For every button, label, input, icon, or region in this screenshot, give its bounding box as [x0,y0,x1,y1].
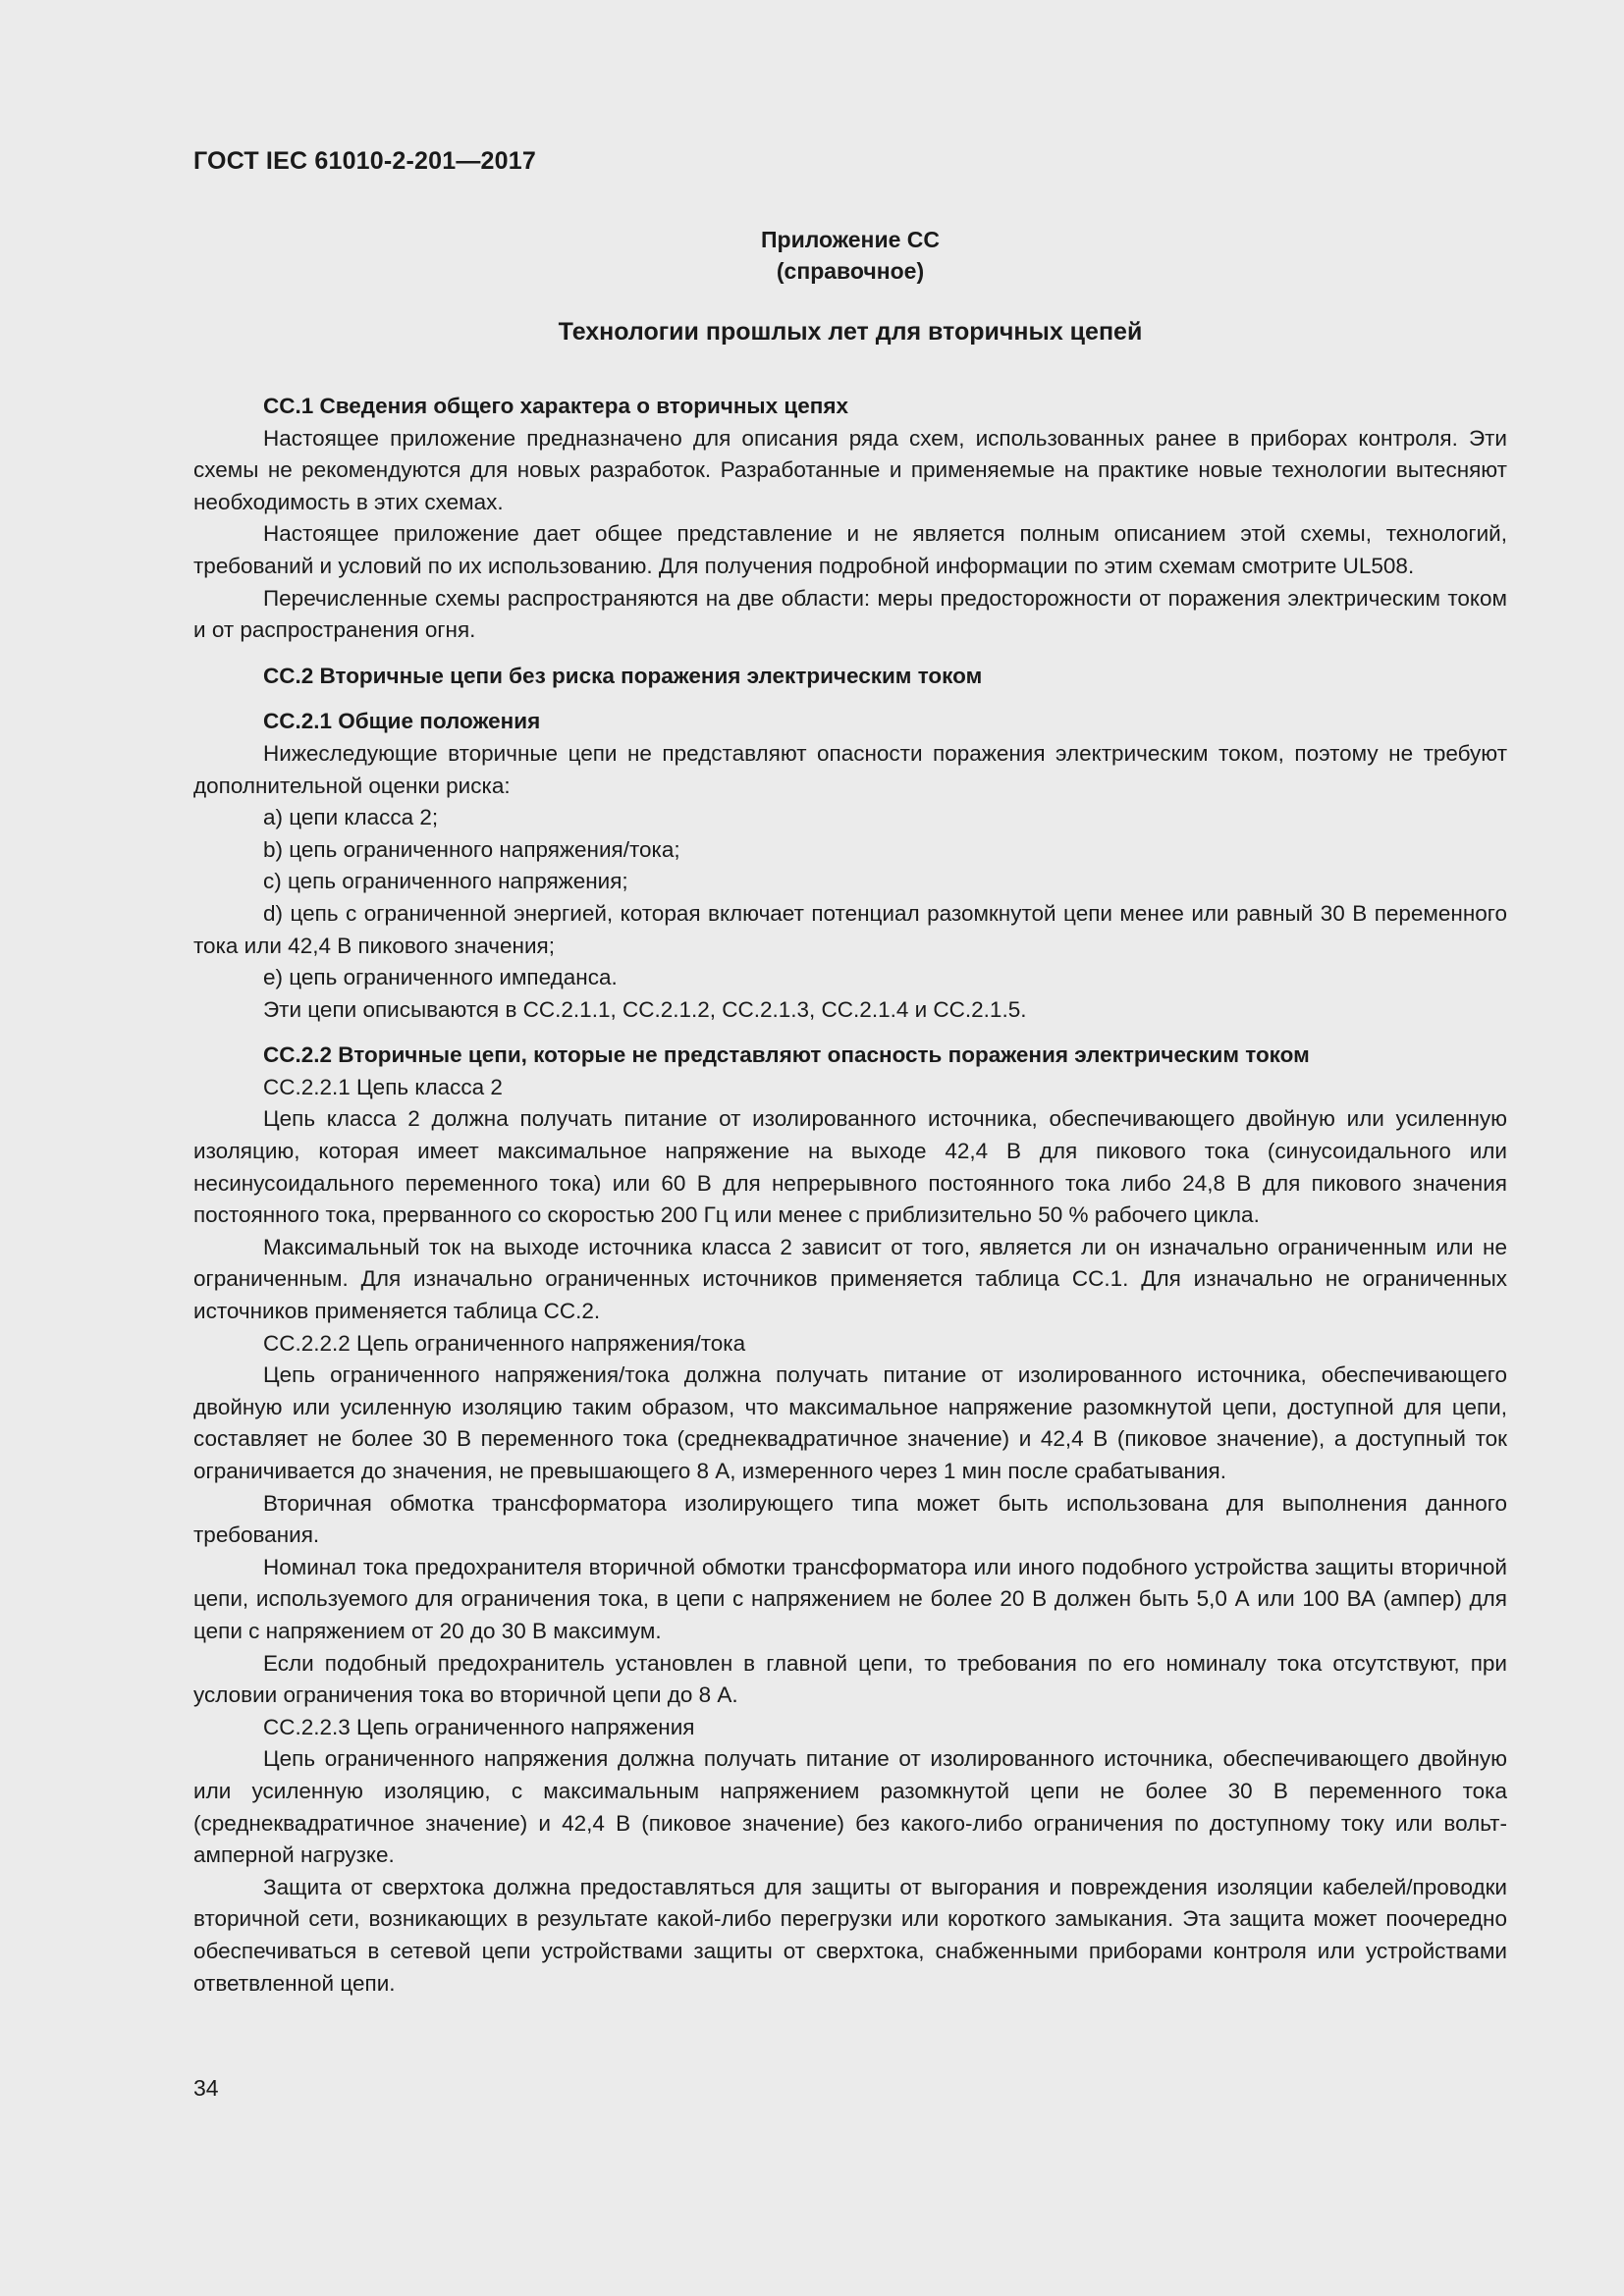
subsection-heading: CC.2.2.1 Цепь класса 2 [263,1074,503,1099]
paragraph: Эти цепи описываются в CC.2.1.1, CC.2.1.2, CC.2.1.3, CC.2.1.4 и CC.2.1.5. [263,996,1027,1022]
paragraph: c) цепь ограниченного напряжения; [263,869,628,894]
annex-title: Приложение CC [760,227,940,252]
paragraph: Максимальный ток на выходе источника класса 2 зависит от того, является ли он изначально ограниченным или не ограниченным. Для изначально ограниченных источников применяется таблица CC.1. Для изначально не ограниченных источников применяется таблица CC.2. [193,1234,1507,1324]
paragraph: a) цепи класса 2; [263,805,439,830]
paragraph: Цепь ограниченного напряжения/тока должна получать питание от изолированного источника, обеспечивающего двойную или усиленную изоляцию таким образом, что максимальное напряжение разомкнутой цепи, доступной для цепи, составляет не более 30 В переменного тока (среднеквадратичное значение) и 42,4 В (пиковое значение), а доступный ток ограничивается до значения, не превышающего 8 А, измеренного через 1 мин после срабатывания. [193,1362,1507,1483]
paragraph: Защита от сверхтока должна предоставляться для защиты от выгорания и повреждения изоляции кабелей/проводки вторичной сети, возникающих в результате какой-либо перегрузки или короткого замыкания. Эта защита может поочередно обеспечиваться в сетевой цепи устройствами защиты от сверхтока, снабженными приборами контроля или устройствами ответвленной цепи. [193,1874,1507,1996]
document-code: ГОСТ IEC 61010-2-201—2017 [193,147,536,175]
annex-subtitle: (справочное) [776,258,925,284]
paragraph: Нижеследующие вторичные цепи не представляют опасности поражения электрическим током, поэтому не требуют дополнительной оценки риска: [193,740,1507,798]
subsection-heading: CC.2.2.3 Цепь ограниченного напряжения [263,1714,695,1739]
section-heading: CC.1 Сведения общего характера о вторичных цепях [263,394,848,418]
page-number: 34 [193,2075,219,2101]
section-heading: CC.2 Вторичные цепи без риска поражения электрическим током [263,663,983,688]
paragraph: Перечисленные схемы распространяются на две области: меры предосторожности от поражения электрическим током и от распространения огня. [193,585,1507,643]
annex-name: Технологии прошлых лет для вторичных цепей [558,318,1143,346]
paragraph: d) цепь с ограниченной энергией, которая включает потенциал разомкнутой цепи менее или равный 30 В переменного тока или 42,4 В пикового значения; [193,900,1507,958]
paragraph: Вторичная обмотка трансформатора изолирующего типа может быть использована для выполнения данного требования. [193,1490,1507,1548]
paragraph: Настоящее приложение дает общее представление и не является полным описанием этой схемы, технологий, требований и условий по их использованию. Для получения подробной информации по этим схемам смотрите UL508. [193,521,1507,578]
section-heading: CC.2.1 Общие положения [263,709,541,734]
section-heading: CC.2.2 Вторичные цепи, которые не представляют опасность поражения электрическим током [263,1042,1310,1068]
paragraph: e) цепь ограниченного импеданса. [263,965,618,990]
paragraph: Если подобный предохранитель установлен в главной цепи, то требования по его номиналу тока отсутствуют, при условии ограничения тока во вторичной цепи до 8 А. [193,1650,1507,1708]
paragraph: Цепь ограниченного напряжения должна получать питание от изолированного источника, обеспечивающего двойную или усиленную изоляцию, с максимальным напряжением разомкнутой цепи не более 30 В переменного тока (среднеквадратичное значение) и 42,4 В (пиковое значение) без какого-либо ограничения по доступному току или вольт-амперной нагрузке. [193,1746,1507,1868]
subsection-heading: CC.2.2.2 Цепь ограниченного напряжения/тока [263,1330,746,1356]
paragraph: Цепь класса 2 должна получать питание от изолированного источника, обеспечивающего двойную или усиленную изоляцию, которая имеет максимальное напряжение на выходе 42,4 В для пикового тока (синусоидального или несинусоидального переменного тока) или 60 В для непрерывного постоянного тока либо 24,8 В для пикового значения постоянного тока, прерванного со скоростью 200 Гц или менее с приблизительно 50 % рабочего цикла. [193,1106,1507,1228]
paragraph: b) цепь ограниченного напряжения/тока; [263,836,680,862]
document-body [193,391,1507,2000]
paragraph: Настоящее приложение предназначено для описания ряда схем, использованных ранее в приборах контроля. Эти схемы не рекомендуются для новых разработок. Разработанные и применяемые на практике новые технологии вытесняют необходимость в этих схемах. [193,425,1507,514]
paragraph: Номинал тока предохранителя вторичной обмотки трансформатора или иного подобного устройства защиты вторичной цепи, используемого для ограничения тока, в цепи с напряжением не более 20 В должен быть 5,0 А или 100 ВА (ампер) для цепи с напряжением от 20 до 30 В максимум. [193,1554,1507,1643]
annex-heading [193,224,1507,287]
